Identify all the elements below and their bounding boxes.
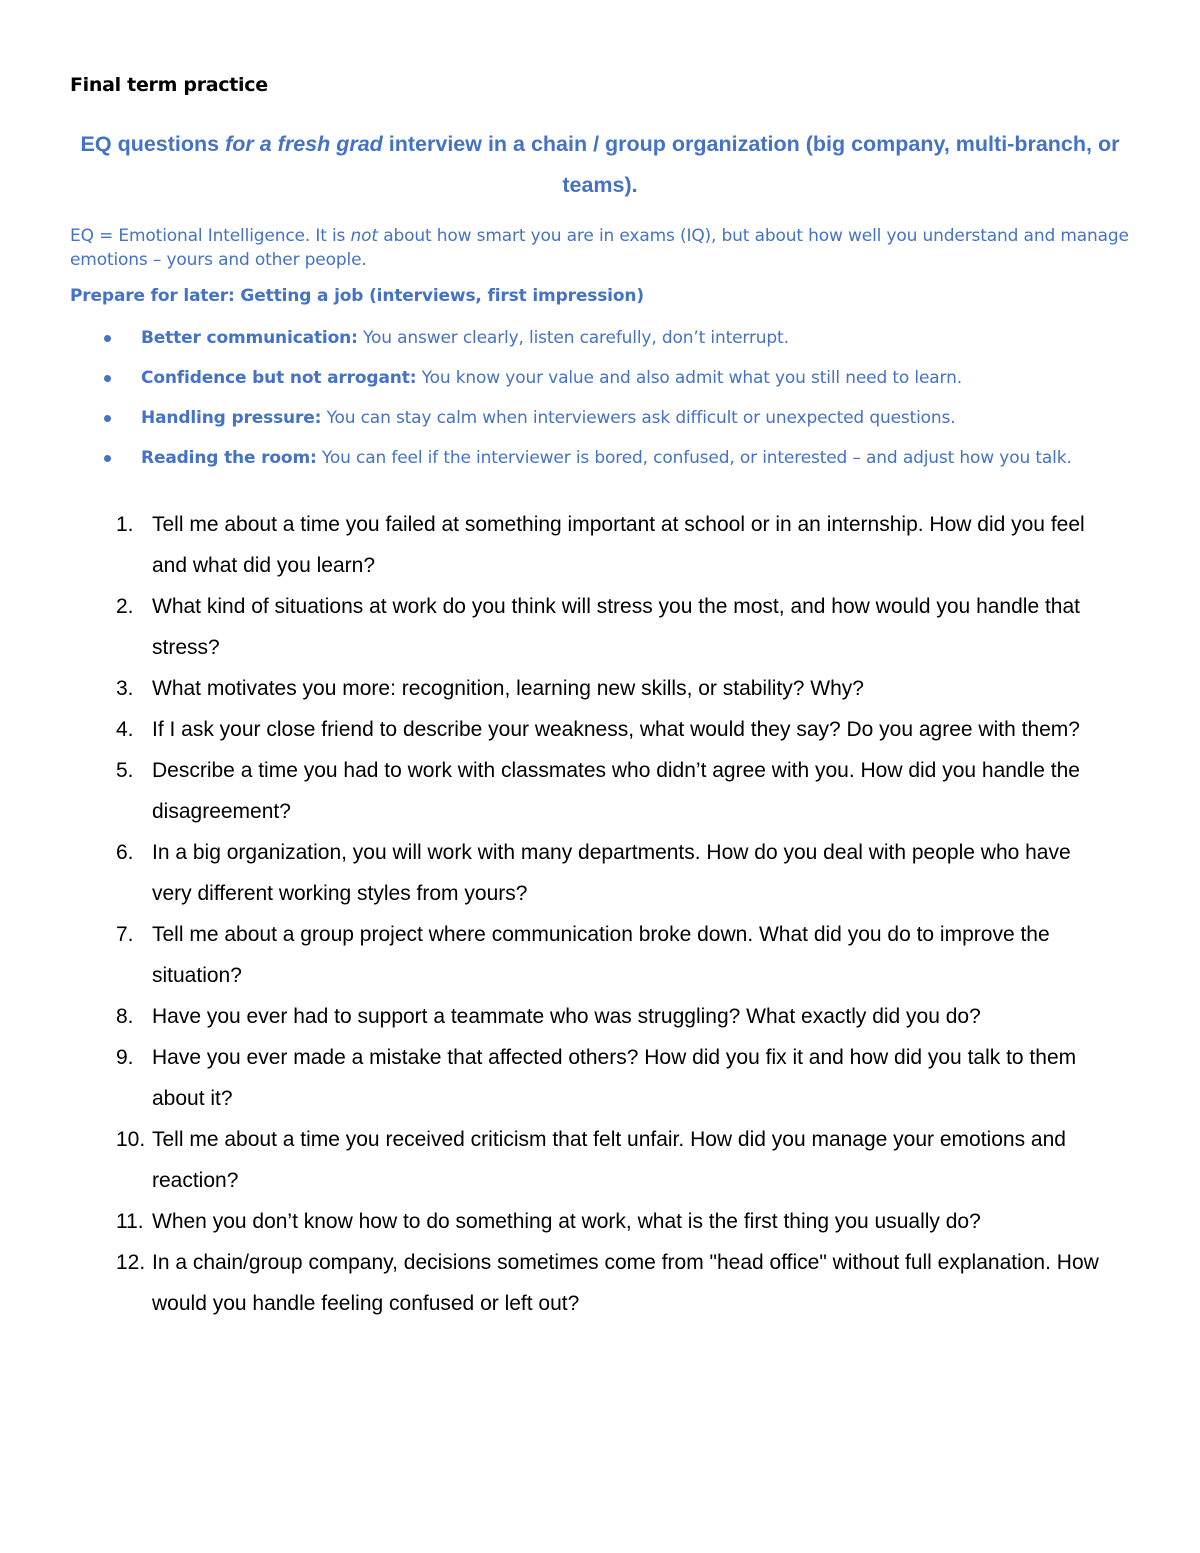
intro-part-2: about how smart you are in exams (IQ), but about how well you understand and manage emotions – yours and other people. — [70, 226, 1129, 270]
question-item — [104, 709, 1114, 750]
question-text: Tell me about a time you failed at something important at school or in an internship. How did you feel and what did you learn? — [152, 513, 1085, 577]
bullet-text: You can feel if the interviewer is bored, confused, or interested – and adjust how you talk. — [316, 448, 1072, 468]
question-item — [104, 996, 1114, 1037]
question-number: 2. — [116, 595, 134, 618]
question-text: In a big organization, you will work with many departments. How do you deal with people who have very different working styles from yours? — [152, 841, 1071, 905]
bullet-item — [104, 326, 1130, 350]
question-text: In a chain/group company, decisions sometimes come from "head office" without full explanation. How would you handle feeling confused or left out? — [152, 1251, 1099, 1315]
bullet-term: Better communication: — [141, 328, 358, 348]
question-number: 11. — [116, 1210, 144, 1233]
question-list — [104, 504, 1114, 1324]
question-item — [104, 1242, 1114, 1324]
heading-part-2: interview in a chain / group organization (big company, multi-branch, or teams). — [382, 132, 1120, 197]
question-number: 3. — [116, 677, 134, 700]
bullet-text: You can stay calm when interviewers ask difficult or unexpected questions. — [321, 408, 956, 428]
question-number: 12. — [116, 1251, 146, 1274]
question-number: 1. — [116, 513, 134, 536]
question-text: When you don’t know how to do something at work, what is the first thing you usually do? — [152, 1210, 981, 1233]
question-item — [104, 1037, 1114, 1119]
bullet-text: You know your value and also admit what you still need to learn. — [416, 368, 962, 388]
bullet-dot-icon — [104, 375, 111, 382]
question-number: 6. — [116, 841, 134, 864]
bullet-dot-icon — [104, 335, 111, 342]
question-text: Describe a time you had to work with classmates who didn’t agree with you. How did you handle the disagreement? — [152, 759, 1080, 823]
question-number: 5. — [116, 759, 134, 782]
bullet-item — [104, 366, 1130, 390]
question-number: 9. — [116, 1046, 134, 1069]
document-title: Final term practice — [70, 74, 268, 96]
question-number: 7. — [116, 923, 134, 946]
question-item — [104, 750, 1114, 832]
question-text: If I ask your close friend to describe your weakness, what would they say? Do you agree with them? — [152, 718, 1080, 741]
subheading: Prepare for later: Getting a job (interviews, first impression) — [70, 286, 644, 306]
intro-paragraph — [70, 224, 1130, 272]
intro-emphasis: not — [350, 226, 378, 246]
section-heading — [70, 124, 1130, 206]
question-text: Have you ever made a mistake that affected others? How did you fix it and how did you talk to them about it? — [152, 1046, 1077, 1110]
bullet-term: Reading the room: — [141, 448, 317, 468]
question-number: 8. — [116, 1005, 134, 1028]
question-item — [104, 914, 1114, 996]
bullet-dot-icon — [104, 455, 111, 462]
question-item — [104, 504, 1114, 586]
question-number: 10. — [116, 1128, 146, 1151]
question-number: 4. — [116, 718, 134, 741]
bullet-term: Confidence but not arrogant: — [141, 368, 417, 388]
question-item — [104, 1201, 1114, 1242]
bullet-item — [104, 406, 1130, 430]
question-text: What motivates you more: recognition, learning new skills, or stability? Why? — [152, 677, 864, 700]
heading-part-1: EQ questions — [80, 132, 226, 156]
bullet-item — [104, 446, 1130, 470]
bullet-text: You answer clearly, listen carefully, don’t interrupt. — [357, 328, 789, 348]
question-text: What kind of situations at work do you think will stress you the most, and how would you handle that stress? — [152, 595, 1080, 659]
question-item — [104, 832, 1114, 914]
question-item — [104, 586, 1114, 668]
question-text: Have you ever had to support a teammate who was struggling? What exactly did you do? — [152, 1005, 981, 1028]
question-text: Tell me about a group project where communication broke down. What did you do to improve the situation? — [152, 923, 1050, 987]
heading-emphasis: for a fresh grad — [225, 132, 383, 156]
bullet-term: Handling pressure: — [141, 408, 322, 428]
question-text: Tell me about a time you received criticism that felt unfair. How did you manage your emotions and reaction? — [152, 1128, 1066, 1192]
bullet-list — [104, 326, 1130, 486]
question-item — [104, 668, 1114, 709]
question-item — [104, 1119, 1114, 1201]
bullet-dot-icon — [104, 415, 111, 422]
intro-part-1: EQ = Emotional Intelligence. It is — [70, 226, 351, 246]
